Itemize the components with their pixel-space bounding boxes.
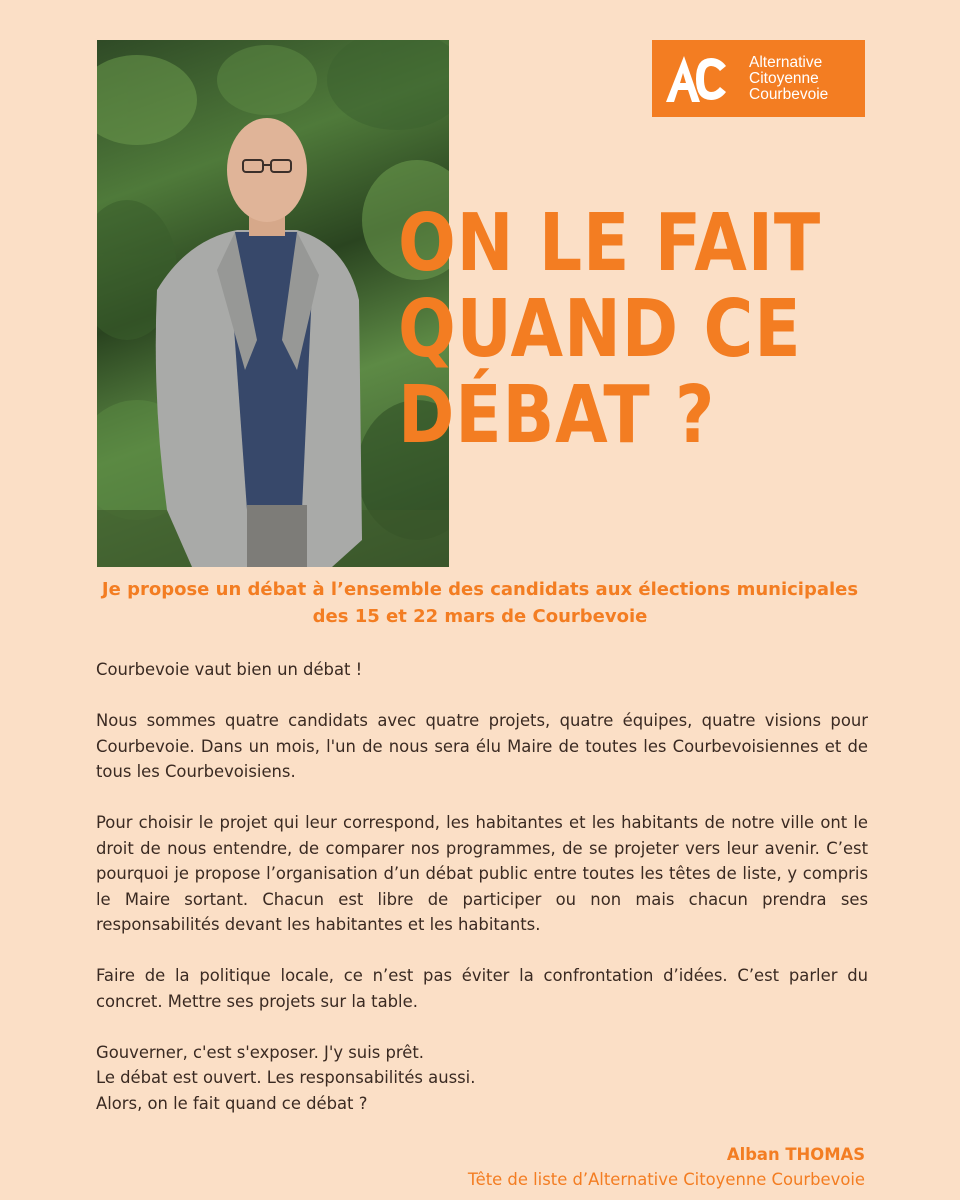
closing-line-3: Alors, on le fait quand ce débat ? <box>96 1093 368 1113</box>
paragraph-candidates: Nous sommes quatre candidats avec quatre projets, quatre équipes, quatre visions pour Courbevoie. Dans un mois, l'un de nous sera élu Maire de toutes les Courbevoisiennes et de tous les Courbevoisiens. <box>96 711 868 781</box>
signature <box>468 1142 865 1192</box>
closing-line-1: Gouverner, c'est s'exposer. J'y suis prêt. <box>96 1042 424 1062</box>
letter-body <box>96 657 868 1142</box>
paragraph-debate-proposal: Pour choisir le projet qui leur correspond, les habitantes et les habitants de notre ville ont le droit de nous entendre, de comparer nos programmes, de se projeter vers leur avenir. C’est pourquoi je propose l’organisation d’un débat public entre toutes les têtes de liste, y compris le Maire sortant. Chacun est libre de participer ou non mais chacun prendra ses responsabilités devant les habitantes et les habitants. <box>96 813 868 934</box>
logo-line-3: Courbevoie <box>749 86 829 103</box>
brand-logo <box>652 40 865 117</box>
candidate-photo <box>97 40 449 567</box>
signature-role: Tête de liste d’Alternative Citoyenne Courbevoie <box>467 1170 865 1189</box>
headline-line-3: DÉBAT ? <box>398 369 716 461</box>
logo-line-1: Alternative <box>749 54 823 71</box>
subtitle <box>60 576 900 630</box>
logo-wordmark <box>749 55 861 103</box>
closing-line-2: Le débat est ouvert. Les responsabilités aussi. <box>96 1068 476 1087</box>
subtitle-line-1: Je propose un débat à l’ensemble des candidats aux élections municipales <box>101 579 859 600</box>
signature-name: Alban THOMAS <box>726 1145 865 1164</box>
headline <box>398 197 822 461</box>
logo-line-2: Citoyenne <box>749 70 819 87</box>
paragraph-closing <box>96 1040 868 1117</box>
logo-ac-mark-icon <box>666 54 732 104</box>
headline-line-2: QUAND CE <box>398 283 802 375</box>
subtitle-line-2: des 15 et 22 mars de Courbevoie <box>312 606 648 627</box>
paragraph-local-politics: Faire de la politique locale, ce n’est pas éviter la confrontation d’idées. C’est parler du concret. Mettre ses projets sur la table. <box>96 966 868 1011</box>
headline-line-1: ON LE FAIT <box>398 197 822 289</box>
paragraph-intro: Courbevoie vaut bien un débat ! <box>96 660 363 679</box>
